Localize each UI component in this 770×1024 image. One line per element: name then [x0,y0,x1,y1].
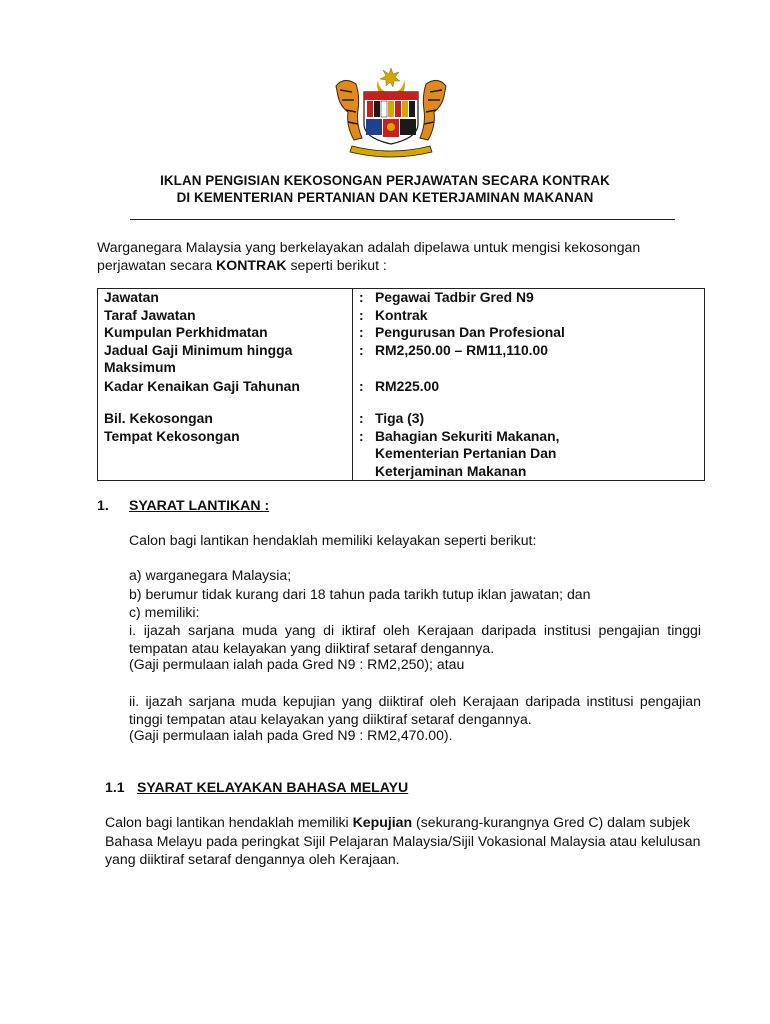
row-label: Bil. Kekosongan [98,410,353,428]
row-value: Kontrak [375,306,428,323]
section-1-1-number: 1.1 [105,779,125,795]
row-value: Pengurusan Dan Profesional [375,324,565,340]
table-row [98,342,705,377]
bahasa-melayu-requirement [105,813,705,869]
document-title-line-1: IKLAN PENGISIAN KEKOSONGAN PERJAWATAN SECARA KONTRAK [160,173,610,188]
coat-of-arms-logo [330,66,452,158]
row-label: Jawatan [98,289,353,307]
row-label: Taraf Jawatan [98,307,353,325]
title-divider [130,219,675,220]
row-colon: : [359,377,364,394]
qualification-ii: ii. ijazah sarjana muda kepujian yang diiktiraf oleh Kerajaan daripada institusi pengajian tinggi tempatan atau kelayakan yang diiktiraf setaraf dengannya. [129,693,701,727]
row-label: Kadar Kenaikan Gaji Tahunan [98,377,353,396]
requirement-b: b) berumur tidak kurang dari 18 tahun pada tarikh tutup iklan jawatan; dan [129,586,591,602]
table-row [98,289,705,307]
qualification-i-salary: (Gaji permulaan ialah pada Gred N9 : RM2,250); atau [129,656,465,672]
document-title-line-2: DI KEMENTERIAN PERTANIAN DAN KETERJAMINAN MAKANAN [176,190,594,205]
bm-text: Calon bagi lantikan hendaklah memiliki [105,814,353,830]
requirement-a: a) warganegara Malaysia; [129,567,292,583]
intro-text-end: seperti berikut : [286,257,387,273]
row-value: Pegawai Tadbir Gred N9 [375,289,534,305]
row-colon: : [359,306,364,323]
row-colon: : [359,289,364,305]
section-1-heading [129,497,269,513]
table-row [98,377,705,396]
intro-text: Warganegara Malaysia yang berkelayakan adalah dipelawa untuk mengisi kekosongan perjawatan secara [97,239,641,273]
requirement-c: c) memiliki: [129,604,200,620]
section-1-1-heading-text: SYARAT KELAYAKAN BAHASA MELAYU [137,779,409,795]
spacer-cell [353,395,372,410]
section-1-heading-text: SYARAT LANTIKAN : [129,497,270,513]
section-1-number: 1. [97,497,109,513]
row-label: Kumpulan Perkhidmatan [98,324,353,342]
row-value: RM2,250.00 – RM11,110.00 [375,341,548,358]
intro-paragraph [97,238,707,274]
row-colon: : [359,341,364,358]
section-1-1-heading [137,779,408,795]
intro-bold: KONTRAK [216,257,287,273]
bm-text-end: (sekurang-kurangnya Gred C) dalam subjek Bahasa Melayu pada peringkat Sijil Pelajaran Malaysia/Sijil Vokasional Malaysia atau kelulusan yang diiktiraf setaraf dengannya oleh Kerajaan. [105,814,701,867]
table-row [98,428,705,481]
table-row [98,307,705,325]
vacancy-info-table [97,288,705,481]
row-value: RM225.00 [375,377,440,394]
qualification-i: i. ijazah sarjana muda yang di iktiraf oleh Kerajaan daripada institusi pengajian tinggi tempatan atau kelayakan yang diiktiraf setaraf dengannya. [129,622,701,656]
row-label: Jadual Gaji Minimum hingga Maksimum [98,342,353,377]
table-spacer [98,395,705,410]
section-1-intro: Calon bagi lantikan hendaklah memiliki kelayakan seperti berikut: [129,532,537,548]
row-colon: : [359,427,364,444]
row-label: Tempat Kekosongan [98,428,353,481]
row-value: Bahagian Sekuriti Makanan, Kementerian Pertanian Dan Keterjaminan Makanan [375,427,560,479]
table-row [98,410,705,428]
bm-bold: Kepujian [352,814,413,830]
row-colon: : [359,410,364,426]
row-colon: : [359,324,364,340]
row-value: Tiga (3) [375,410,425,426]
qualification-ii-salary: (Gaji permulaan ialah pada Gred N9 : RM2,470.00). [129,727,453,743]
table-row [98,324,705,342]
spacer-cell [371,395,705,410]
spacer-cell [98,395,353,410]
